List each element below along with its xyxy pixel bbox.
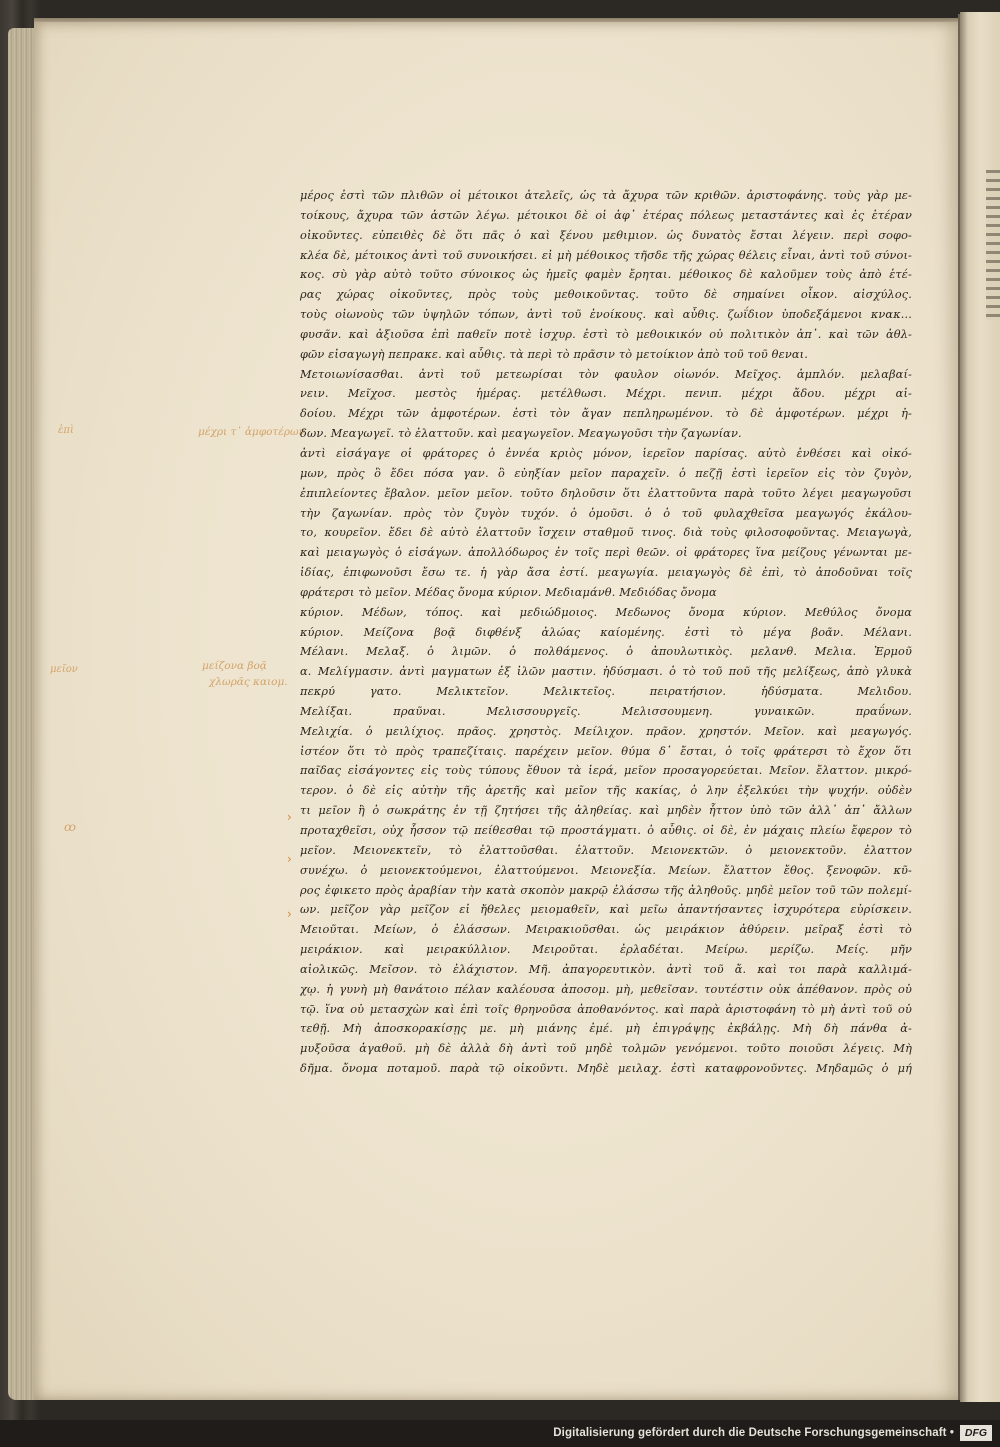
text-line: μειράκιον. καὶ μειρακύλλιον. Μειροῦται. ἐρλαδέται. Μείρω. μερίζω. Μείς. μῆν: [300, 943, 912, 957]
text-line: μέρος ἐστὶ τῶν πλιθῶν οἱ μέτοικοι ἀτελεῖς, ὡς τὰ ἄχυρα τῶν κριθῶν. ἀριστοφάνης. τοὺς γὰρ με-: [300, 189, 912, 202]
text-line: προταχθεῖσι, οὐχ ἧσσον τῷ πείθεσθαι τῷ προστάγματι. ὁ αὖθις. οἱ δὲ, ἐν μάχαις πλείω ἔφερον τὸ: [300, 824, 912, 837]
printed-text-block: [300, 186, 912, 1079]
text-line: Μετοιωνίσασθαι. ἀντὶ τοῦ μετεωρίσαι τὸν φαυλον οἰωνόν. Μεῖχος. ἀμπλόν. μελαβαί-: [300, 367, 912, 381]
text-line: συνέχω. ὁ μειονεκτούμενοι, ἐλαττούμενοι. Μειονεξία. Μείων. ἔλαττον ἔθος. ξενοφῶν. κῦ-: [300, 863, 912, 877]
facing-page-text-edge: [986, 170, 1000, 320]
text-line: ἰδίας, ἐπιφωνοῦσι ἔσω τε. ἡ γὰρ ἄσα ἐστί. μεαγωγία. μειαγωγὸς δὲ ἐπὶ, τὸ ἀποδοῦναι τοῖς: [300, 566, 912, 580]
text-line: το, κουρεῖον. ἔδει δὲ αὐτὸ ἐλαττοῦν ἴσχειν σταθμοῦ τινος. διὰ τοὺς φιλοσοφοῦντας. Μειαγωγὰ,: [300, 526, 912, 540]
margin-arrow-2: ›: [287, 852, 292, 866]
text-line: κος. σὺ γὰρ αὐτὸ τοῦτο σύνοικος ὡς ἡμεῖς φαμὲν ἔρηται. μέθοικος δὲ καλοῦμεν τοὺς ἀπὸ ἑτέ-: [300, 268, 912, 282]
text-line: μεῖον. Μειονεκτεῖν, τὸ ἐλαττοῦσθαι. ἐλαττοῦν. Μειονεκτῶν. ὁ μειονεκτοῦν. ἐλαττον: [300, 843, 912, 857]
text-line: ἐπιπλείοντες ἔβαλον. μεῖον μεῖον. τοῦτο δηλοῦσιν ὅτι ἐλαττοῦντα παρὰ τοῦτο λέγει μεαγωγοῦσι: [300, 486, 912, 500]
text-line: δων. Μεαγωγεῖ. τὸ ἐλαττοῦν. καὶ μεαγωγεῖον. Μεαγωγοῦσι τὴν ζαγωνίαν.: [300, 427, 742, 441]
text-line: πεκρύ γατο. Μελικτεῖον. Μελικτεῖος. πειρατήσιον. ἡδύσματα. Μελιδου.: [300, 685, 912, 699]
text-line: τι μεῖον ἢ ὁ σωκράτης ἐν τῇ ζητήσει τῆς ἀληθείας. καὶ μηδὲν ἧττον ὑπὸ τῶν ἀλλ᾿ ἀπ᾿ ἄλλων: [300, 804, 912, 818]
text-line: ρας χώρας οἰκοῦντες, πρὸς τοὺς μεθοικοῦντας. τοῦτο δὲ σημαίνει οἶκον. αἰσχύλος.: [300, 288, 912, 302]
text-line: κύριον. Μείζονα βοᾷ διφθένξ ἀλώας καίομένης. ἐστὶ τὸ μέγα βοᾶν. Μέλανι.: [300, 625, 912, 639]
text-line: δῆμα. ὄνομα ποταμοῦ. παρὰ τῷ οἰκοῦντι. Μηδὲ μειλαχ. ἐστὶ καταφρονοῦντες. Μηδαμῶς ὁ μή: [300, 1062, 912, 1076]
text-line: νειν. Μεῖχοσ. μεστὸς ἡμέρας. μετέλθωσι. Μέχρι. πενιπ. μέχρι ἄδου. μέχρι αἰ-: [300, 387, 912, 401]
text-line: κύριον. Μέδων, τόπος. καὶ μεδιώδμοιος. Μεδωνος ὄνομα κύριον. Μεθύλος ὄνομα: [300, 605, 912, 619]
text-line: παῖδας εἰσάγοντες εἰς τοὺς τύπους ἔθυον τὰ ἱερά, μεῖον προσαγορεύεται. Μεῖον. ἔλαττον. μικρό-: [300, 764, 912, 778]
text-line: Μειοῦται. Μείων, ὁ ἐλάσσων. Μειρακιοῦσθαι. ὡς μειράκιον ἀθύρειν. μεῖραξ ἐστὶ τὸ: [300, 923, 912, 937]
text-line: ἱστέον ὅτι τὸ πρὸς τραπεζίταις. παρέχειν μεῖον. θύμα δ᾿ ἔσται, ὁ τοῖς φράτερσι τὸ ἔχον ὅτι: [300, 744, 912, 758]
marginal-note-1: μέχρι τ᾿ ἀμφοτέρων: [198, 426, 305, 438]
text-line: χῳ. ἡ γυνὴ μὴ θανάτοιο πέλαν καλέουσα ἀποσομ. μὴ, μεθεῖσαν. τουτέστιν οὐκ ἀπέθανον. πρὸς οὐ: [300, 982, 912, 996]
text-line: οἰκοῦντες. εὐπειθὲς δὲ ὅτι πᾶς ὁ καὶ ξένου μεθιμιον. ὡς δυνατὸς ἔσται λέγειν. περὶ σοφο-: [300, 228, 912, 242]
margin-arrow-3: ›: [287, 907, 292, 921]
text-line: ρος ἐφικετο πρὸς ἀραβίαν τὴν κατὰ σκοπὸν μακρῷ ἐλάσσω τῆς ἀληθοῦς. μηδὲ μεῖον τοῦ τῶν πολεμί-: [300, 883, 912, 897]
text-line: ἀντὶ εἰσάγαγε οἱ φράτορες ὁ ἐννέα κριὸς μόνον, ἱερεῖον παρίσας. αὐτὸ ἐνθέσει καὶ οἰκό-: [300, 446, 912, 460]
text-line: μυξοῦσα ἀγαθοῦ. μὴ δὲ ἀλλὰ δὴ ἀντὶ τοῦ μηδὲ τολμῶν γενόμενοι. τοῦτο ποιοῦσι λέγεις. Μὴ: [300, 1042, 912, 1056]
text-line: τεθῇ. Μὴ ἀποσκορακίσῃς με. μὴ μιάνης ἐμέ. μὴ ἐπιγράψῃς ἐκβάλῃς. Μὴ δὴ πάνθα ἀ-: [300, 1022, 912, 1036]
text-line: ων. μεῖζον γὰρ μεῖζον εἰ ἤθελες μειομαθεῖν, καὶ μεῖω ἀπαντήσαντες ἰσχυρότερα εὑρίσκειν.: [300, 903, 912, 917]
text-line: Μελιχία. ὁ μειλίχιος. πρᾶος. χρηστὸς. Μείλιχον. πρᾶον. χρηστόν. Μεῖον. καὶ μεαγωγός.: [300, 724, 912, 738]
text-line: α. Μελίγμασιν. ἀντὶ μαγματων ἐξ ἰλῶν μαστιν. ἡδύσμασι. ὁ τὸ τοῦ ποῦ τῆς μελίξεως, ἀπὸ γλυκὰ: [300, 665, 912, 679]
text-line: φυσᾶν. καὶ ἀξιοῦσα ἐπὶ παθεῖν ποτὲ ἰσχυρ. ἐστὶ τὸ μεθοικικόν οὐ πολιτικὸν ἀπ᾿. καὶ τῶν ἀθλ-: [300, 327, 912, 341]
margin-squiggle: ꝏ: [64, 820, 76, 834]
text-line: καὶ μειαγωγὸς ὁ εἰσάγων. ἀπολλόδωρος ἐν τοῖς περὶ θεῶν. οἱ φράτορες ἵνα μείζους γένωνται με-: [300, 546, 912, 560]
dfg-logo: DFG: [960, 1425, 992, 1441]
text-line: αἰολικῶς. Μεῖσον. τὸ ἐλάχιστον. Μῆ. ἀπαγορευτικὸν. ἀντὶ τοῦ ἄ. καὶ τοι παρὰ καλλιμά-: [300, 962, 912, 976]
margin-arrow-1: ›: [287, 810, 292, 824]
text-line: τῷ. ἵνα οὐ μετασχὼν καὶ ἐπὶ τοῖς θρηνοῦσα ἀποθανόντος. καὶ παρὰ ἀριστοφάνη τὸ μὴ ἀντὶ τοῦ οὐ: [300, 1002, 912, 1016]
text-line: τοίκους, ἄχυρα τῶν ἀστῶν λέγω. μέτοικοι δὲ οἱ ἀφ᾿ ἑτέρας πόλεως μεταστάντες καὶ ἐς ἑτέραν: [300, 208, 912, 222]
text-line: Μελίξαι. πραῦναι. Μελισσουργεῖς. Μελισσουμενη. γυναικῶν. πραΰνων.: [300, 704, 912, 718]
text-line: μων, πρὸς ὃ ἔδει πόσα γαν. ὃ εὐηξίαν μεῖον παραχεῖν. ὁ πεζῇ ἐστὶ ἱερεῖον εἰς τὸν ζυγὸν,: [300, 466, 912, 480]
text-line: τερον. ὁ δὲ εἰς αὐτὴν τῆς ἀρετῆς καὶ μεῖον τῆς κακίας, ὁ λην ἐξελκύει τὴν ψυχήν. οὐδὲν: [300, 784, 912, 798]
footer-credit: Digitalisierung gefördert durch die Deutsche Forschungsgemeinschaft •: [553, 1427, 954, 1439]
marginal-note-3: χλωρᾶς καιομ.: [209, 676, 288, 688]
margin-mark-1: ἐπὶ: [58, 425, 74, 436]
text-line: δοίου. Μέχρι τῶν ἀμφοτέρων. ἐστὶ τὸν ἄγαν πεπληρωμένον. τὸ δὲ ἀμφοτέρων. μέχρι ἡ-: [300, 407, 912, 421]
text-line: τοὺς οἰωνοὺς τῶν ὑψηλῶν τόπων, ἀντὶ τοῦ ἐνοίκους. καὶ αὖθις. ζωΐδιον ὑποδεξάμενοι κνακ...: [300, 308, 912, 322]
text-line: Μέλανι. Μελαξ. ὁ λιμῶν. ὁ πολθάμενος. ὁ ἀπουλωτικὸς. μελανθ. Μελια. Ἑρμοῦ: [300, 645, 912, 659]
margin-mark-2: μεῖον: [50, 664, 78, 675]
text-line: φῶν εἰσαγωγὴ πεπρακε. καὶ αὖθις. τὰ περὶ τὸ πρᾶσιν τὸ μετοίκιον ἀπὸ τοῦ τοῦ θεναι.: [300, 347, 808, 361]
text-line: φράτερσι τὸ μεῖον. Μέδας ὄνομα κύριον. Μεδιαμάνθ. Μεδιόδας ὄνομα: [300, 585, 717, 599]
text-line: κλέα δὲ, μέτοικος ἀντὶ τοῦ συνοικήσει. εἰ μὴ μέθοικος τῆσδε τῆς χώρας θέλεις εἶναι, ἀντὶ τοῦ σύνοι-: [300, 248, 912, 262]
marginal-note-2: μείζονα βοᾷ: [202, 660, 267, 672]
text-line: τὴν ζαγωνίαν. πρὸς τὸν ζυγὸν τυχόν. ὁ ὁμοῦσι. ὁ ὁ τοῦ φυλαχθεῖσα μεαγωγός ἐκάλου-: [300, 506, 912, 520]
